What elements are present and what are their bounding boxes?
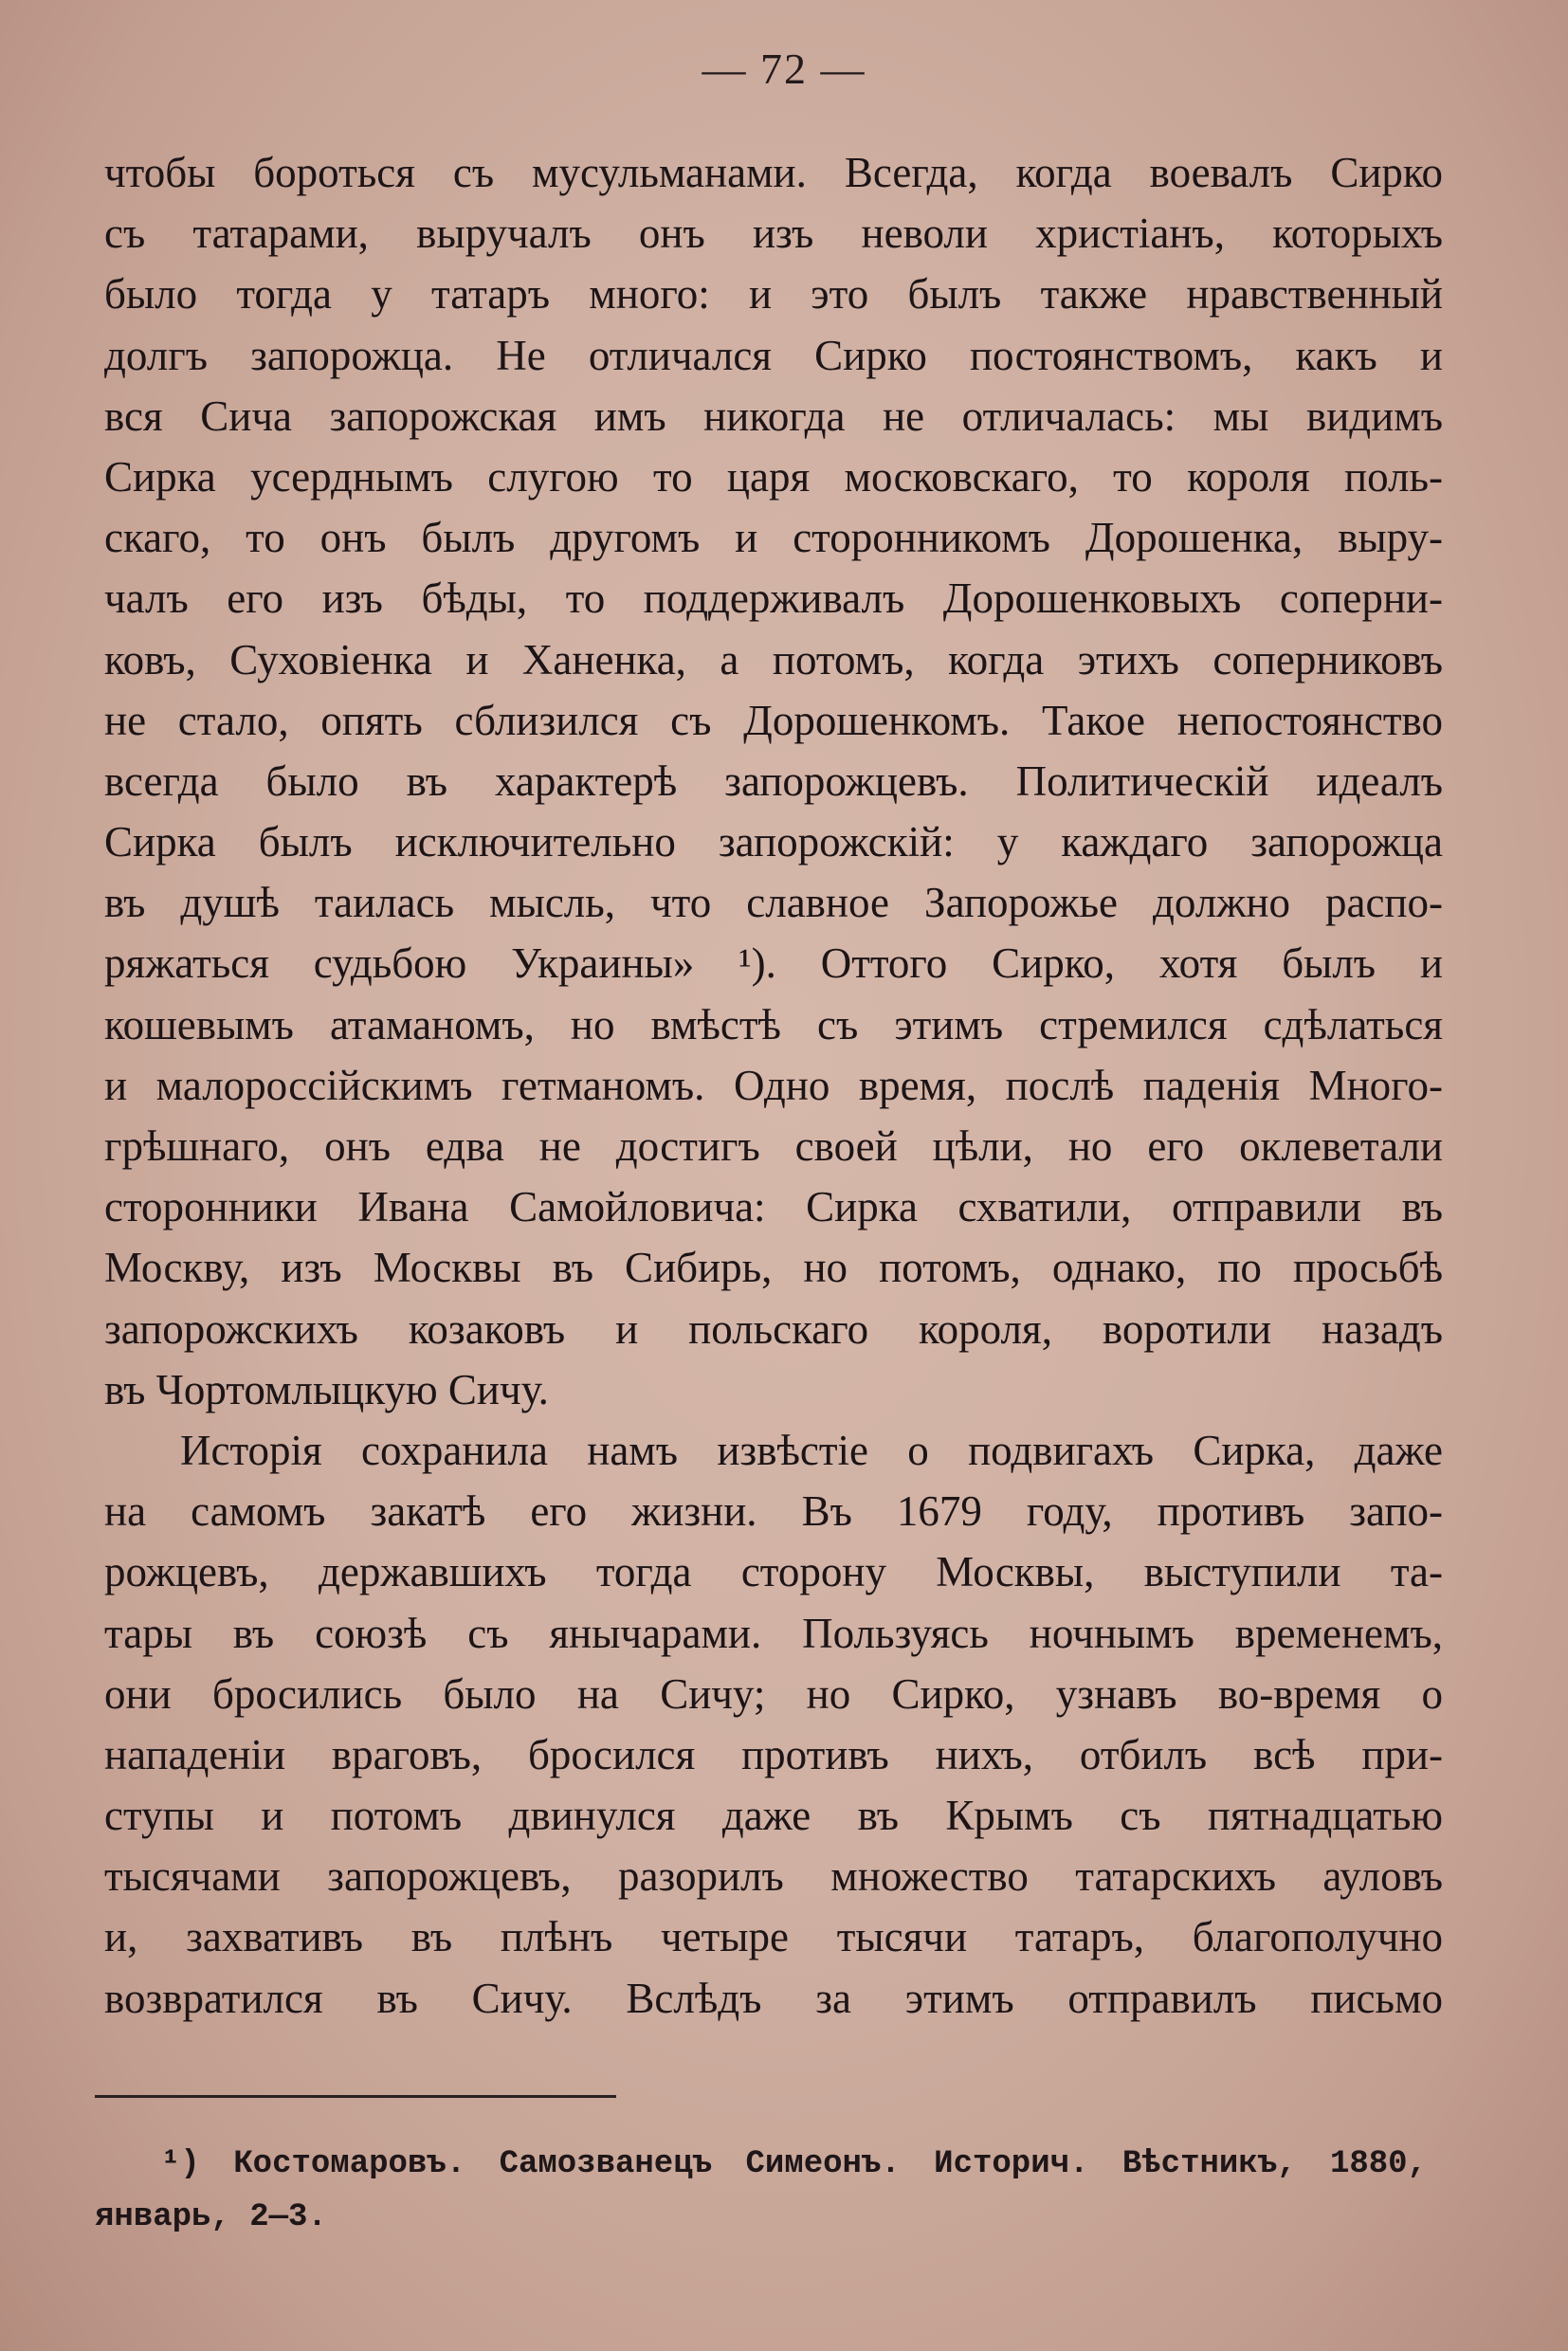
text-line: сторонники Ивана Самойловича: Сирка схватили, отправили въ [104,1183,1443,1231]
text-line: долгъ запорожца. Не отличался Сирко постоянствомъ, какъ и [104,331,1443,379]
footnote-divider [95,2095,616,2098]
text-line: тысячами запорожцевъ, разорилъ множество татарскихъ ауловъ [104,1852,1443,1901]
text-line: рожцевъ, державшихъ тогда сторону Москвы, выступили та- [104,1548,1443,1596]
text-line: въ Чортомлыцкую Сичу. [104,1365,549,1413]
body-text [104,142,1443,2029]
text-line: нападеніи враговъ, бросился противъ нихъ, отбилъ всѣ при- [104,1730,1443,1778]
text-line: и малороссійскимъ гетманомъ. Одно время, послѣ паденія Много- [104,1061,1443,1109]
text-line: они бросились было на Сичу; но Сирко, узнавъ во-время о [104,1669,1443,1718]
text-line: запорожскихъ козаковъ и польскаго короля, воротили назадъ [104,1304,1443,1353]
text-line: ряжаться судьбою Украины» ¹). Оттого Сирко, хотя былъ и [104,939,1443,988]
text-line: не стало, опять сблизился съ Дорошенкомъ. Такое непостоянство [104,696,1443,744]
page-number: — 72 — [702,45,866,93]
text-line: Исторія сохранила намъ извѣстіе о подвигахъ Сирка, даже [180,1426,1443,1474]
text-line: на самомъ закатѣ его жизни. Въ 1679 году, противъ запо- [104,1487,1443,1536]
text-line: грѣшнаго, онъ едва не достигъ своей цѣли, но его оклеветали [104,1122,1443,1170]
text-line: Москву, изъ Москвы въ Сибирь, но потомъ, однако, по просьбѣ [104,1244,1443,1292]
text-line: возвратился въ Сичу. Вслѣдъ за этимъ отправилъ письмо [104,1974,1443,2022]
text-line: всегда было въ характерѣ запорожцевъ. Политическій идеалъ [104,756,1443,805]
footnote-line: ¹) Костомаровъ. Самозванецъ Симеонъ. Историч. Вѣстникъ, 1880, [161,2146,1427,2182]
text-line: кошевымъ атаманомъ, но вмѣстѣ съ этимъ стремился сдѣлаться [104,1000,1443,1048]
text-line: Сирка усерднымъ слугою то царя московскаго, то короля поль- [104,452,1443,501]
footnote [95,2138,1427,2244]
text-line: и, захвативъ въ плѣнъ четыре тысячи татаръ, благополучно [104,1913,1443,1961]
text-line: Сирка былъ исключительно запорожскій: у каждаго запорожца [104,818,1443,866]
text-line: вся Сича запорожская имъ никогда не отличалась: мы видимъ [104,392,1443,440]
text-line: съ татарами, выручалъ онъ изъ неволи христіанъ, которыхъ [104,210,1443,258]
text-line: чтобы бороться съ мусульманами. Всегда, когда воевалъ Сирко [104,149,1443,196]
text-line: въ душѣ таилась мысль, что славное Запорожье должно распо- [104,879,1443,927]
text-line: ковъ, Суховіенка и Ханенка, а потомъ, когда этихъ соперниковъ [104,635,1443,683]
text-line: тары въ союзѣ съ янычарами. Пользуясь ночнымъ временемъ, [104,1609,1443,1657]
text-line: скаго, то онъ былъ другомъ и сторонникомъ Дорошенка, выру- [104,514,1443,562]
footnote-line: январь, 2—3. [95,2199,327,2235]
text-line: было тогда у татаръ много: и это былъ также нравственный [104,270,1443,319]
text-line: ступы и потомъ двинулся даже въ Крымъ съ пятнадцатью [104,1792,1443,1840]
text-line: чалъ его изъ бѣды, то поддерживалъ Дорошенковыхъ соперни- [104,574,1443,623]
